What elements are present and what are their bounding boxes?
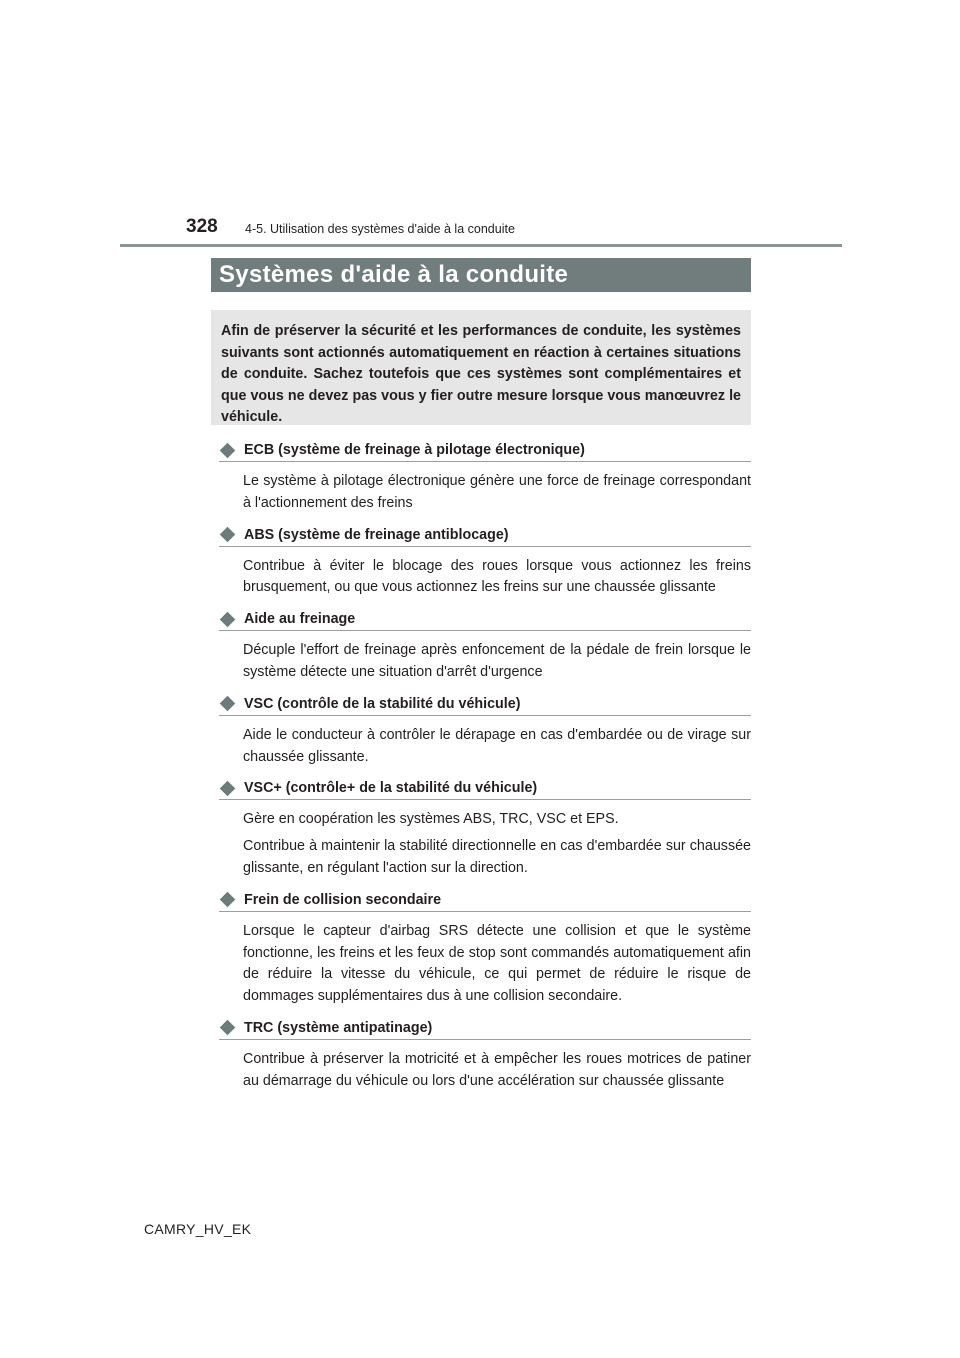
section-paragraph: Décuple l'effort de freinage après enfoncement de la pédale de frein lorsque le système détecte une situation d'arrêt d'urgence xyxy=(243,642,751,680)
system-section xyxy=(219,1017,751,1093)
section-title: VSC+ (contrôle+ de la stabilité du véhicule) xyxy=(244,780,538,797)
section-paragraph: Gère en coopération les systèmes ABS, TRC, VSC et EPS. xyxy=(243,811,619,828)
section-title: TRC (système antipatinage) xyxy=(244,1019,433,1036)
section-title: Aide au freinage xyxy=(244,611,356,628)
header-rule xyxy=(120,244,842,247)
section-title: ECB (système de freinage à pilotage électronique) xyxy=(244,442,585,458)
section-heading xyxy=(219,693,751,716)
system-section xyxy=(219,693,751,769)
section-body xyxy=(219,725,751,769)
section-heading xyxy=(219,1017,751,1040)
system-section xyxy=(219,524,751,600)
section-paragraph: Lorsque le capteur d'airbag SRS détecte une collision et que le système fonctionne, les freins et les feux de stop sont commandés automatiquement afin de réduire la vitesse du véhicule, ce qui permet de réduire le risque de dommages supplémentaires dus à une collision secondaire. xyxy=(243,922,751,1005)
system-section xyxy=(219,777,751,879)
section-heading xyxy=(219,439,751,462)
title-bar xyxy=(211,258,751,292)
section-title: Frein de collision secondaire xyxy=(244,891,442,908)
section-label: 4-5. Utilisation des systèmes d'aide à la conduite xyxy=(245,222,515,236)
diamond-bullet-icon xyxy=(220,611,236,627)
section-heading xyxy=(219,524,751,547)
section-body xyxy=(219,1049,751,1093)
diamond-bullet-icon xyxy=(220,442,236,458)
intro-text: Afin de préserver la sécurité et les performances de conduite, les systèmes suivants sont actionnés automatiquement en réaction à certaines situations de conduite. Sachez toutefois que ces systèmes sont complémentaires et que vous ne devez pas vous y fier outre mesure lorsque vous manœuvrez le véhicule. xyxy=(221,323,741,425)
section-title: ABS (système de freinage antiblocage) xyxy=(244,526,509,543)
diamond-bullet-icon xyxy=(220,1020,236,1036)
section-heading xyxy=(219,777,751,800)
page-title: Systèmes d'aide à la conduite xyxy=(219,261,569,288)
page-number: 328 xyxy=(186,216,218,237)
sections-list xyxy=(219,439,751,1102)
section-heading xyxy=(219,889,751,912)
section-paragraph: Aide le conducteur à contrôler le dérapage en cas d'embardée ou de virage sur chaussée glissante. xyxy=(243,726,751,765)
section-body xyxy=(219,921,751,1008)
diamond-bullet-icon xyxy=(220,696,236,712)
system-section xyxy=(219,608,751,684)
section-paragraph: Contribue à maintenir la stabilité directionnelle en cas d'embardée sur chaussée glissante, en régulant l'action sur la direction. xyxy=(243,838,751,876)
diamond-bullet-icon xyxy=(220,892,236,908)
section-title: VSC (contrôle de la stabilité du véhicule) xyxy=(244,695,521,712)
diamond-bullet-icon xyxy=(220,781,236,797)
section-paragraph: Le système à pilotage électronique génère une force de freinage correspondant à l'actionnement des freins xyxy=(243,473,751,511)
intro-box xyxy=(211,310,751,425)
section-body xyxy=(219,471,751,515)
diamond-bullet-icon xyxy=(220,527,236,543)
section-paragraph: Contribue à préserver la motricité et à empêcher les roues motrices de patiner au démarrage du véhicule ou lors d'une accélération sur chaussée glissante xyxy=(243,1050,751,1089)
section-heading xyxy=(219,608,751,631)
section-body xyxy=(219,556,751,600)
footer-code: CAMRY_HV_EK xyxy=(144,1221,252,1237)
section-body xyxy=(219,640,751,684)
section-paragraph: Contribue à éviter le blocage des roues lorsque vous actionnez les freins brusquement, ou que vous actionnez les freins sur une chaussée glissante xyxy=(243,557,751,596)
section-body xyxy=(219,809,751,879)
system-section xyxy=(219,889,751,1008)
system-section xyxy=(219,439,751,515)
